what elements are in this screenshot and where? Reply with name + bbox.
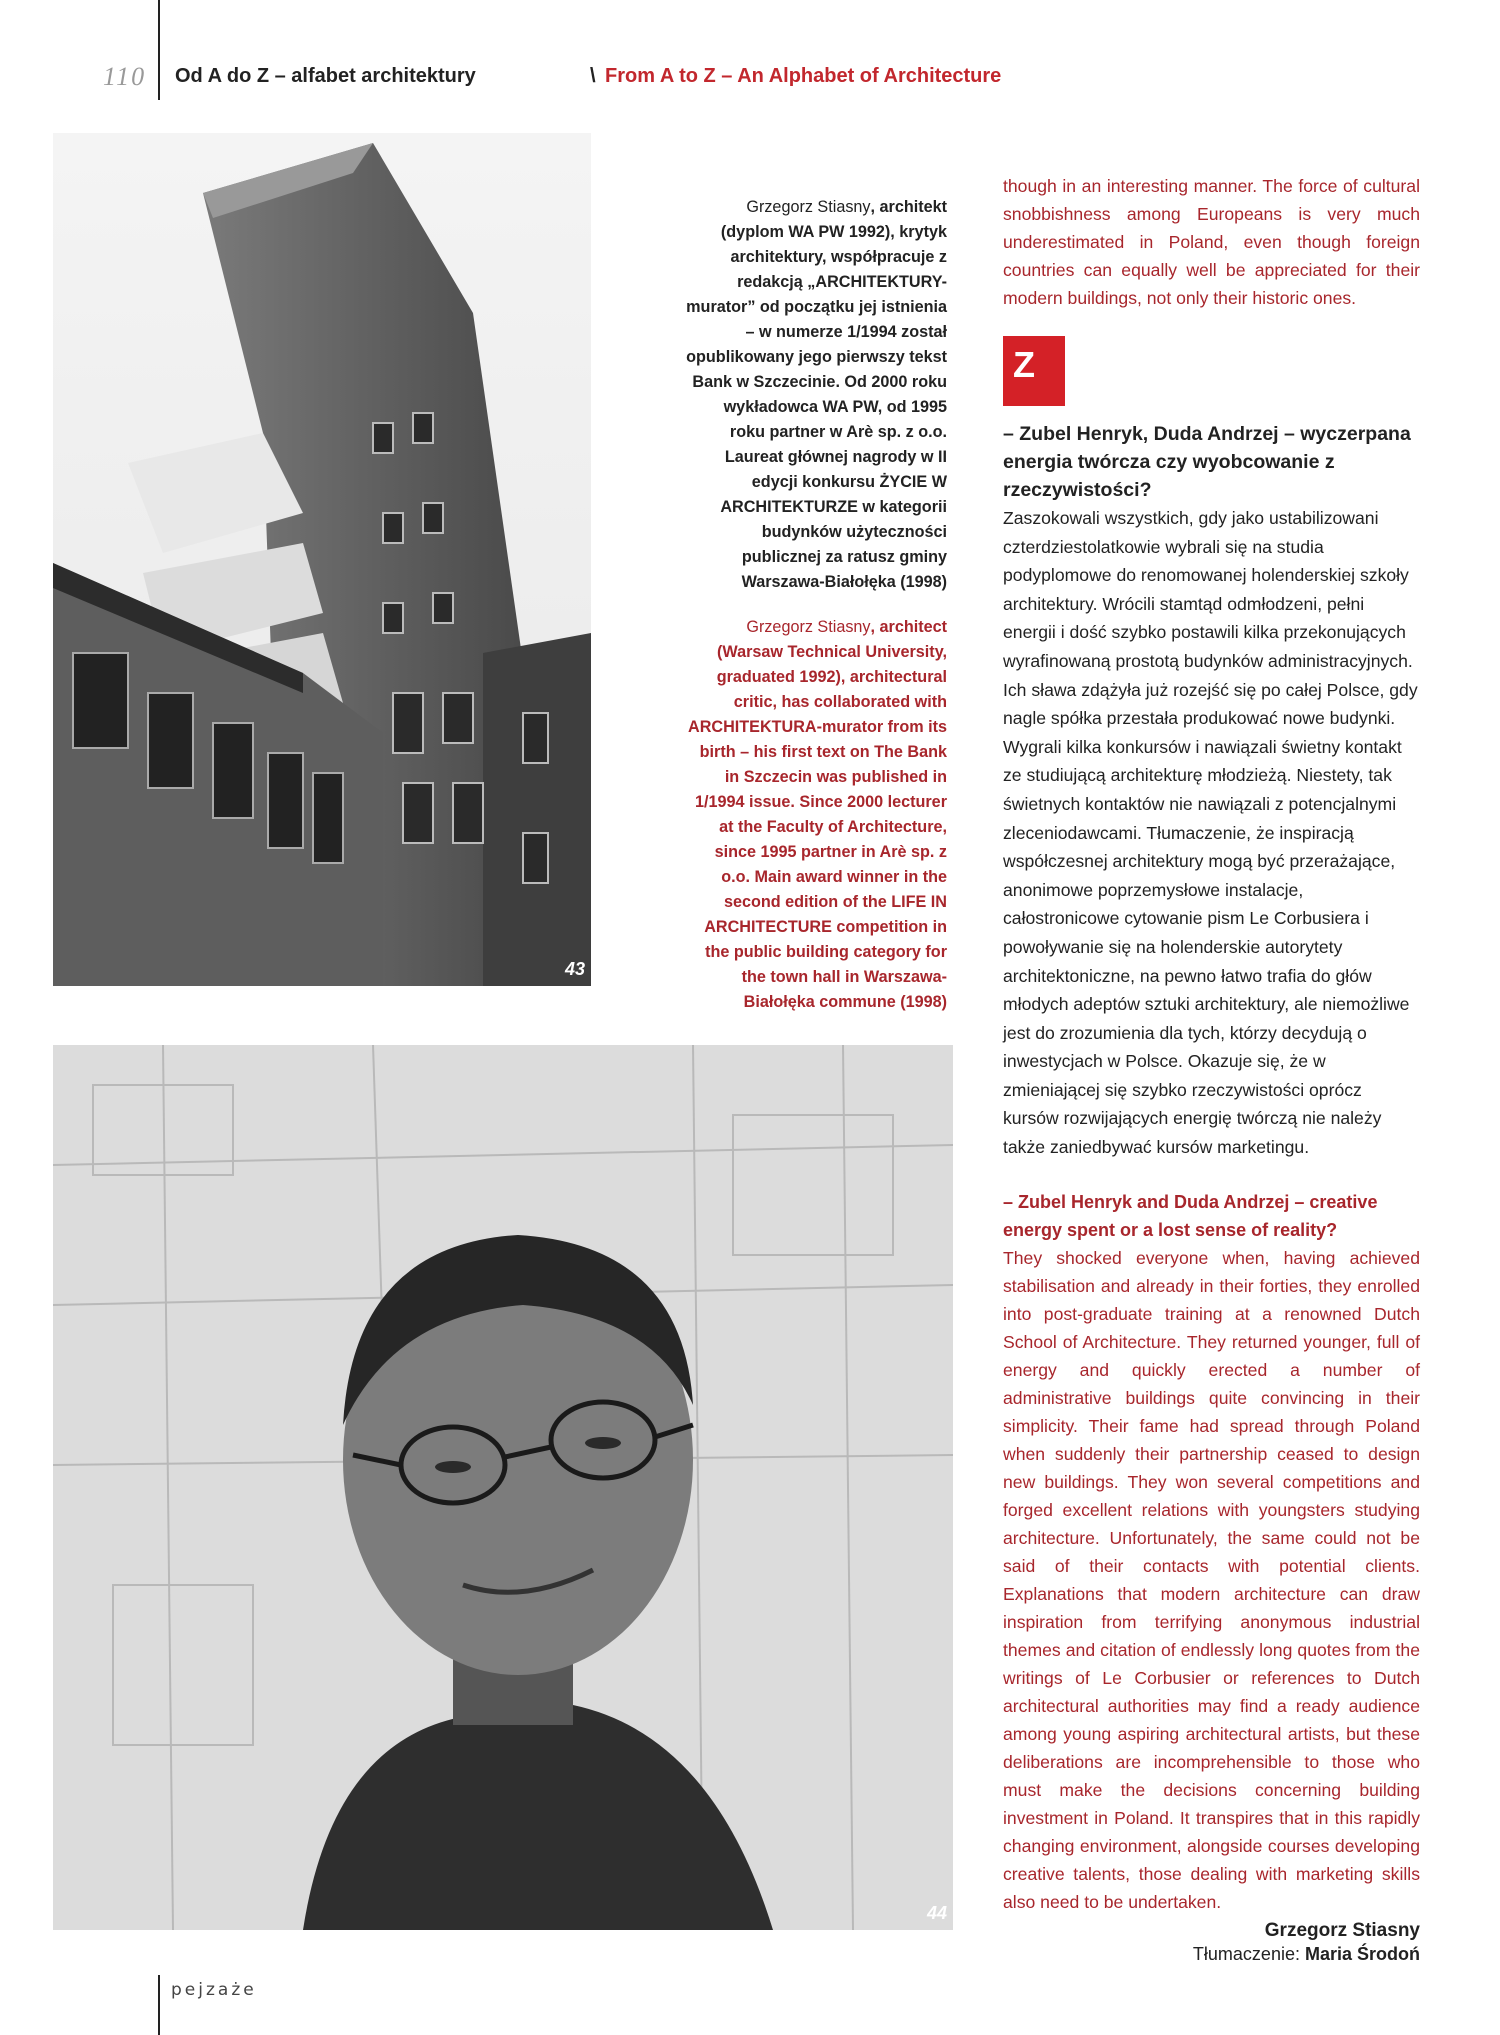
entry-heading-pl: – Zubel Henryk, Duda Andrzej – wyczerpana energia twórcza czy wyobcowanie z rzeczywistości? [1003, 423, 1411, 501]
building-photo [53, 133, 591, 986]
article-en-continuation: though in an interesting manner. The force of cultural snobbishness among Europeans is very much underestimated in Poland, even though foreign countries can equally well be appreciated for their modern buildings, not only their historic ones. [1003, 176, 1420, 308]
translator-label: Tłumaczenie: [1192, 1943, 1300, 1964]
section-title-separator: \ [590, 65, 596, 87]
translator-credit [1003, 1944, 1420, 1965]
section-title-pl: Od A do Z – alfabet architektury [175, 65, 476, 87]
author-name-en: Grzegorz Stiasny [746, 618, 871, 636]
author-bio-en [685, 615, 947, 1015]
top-rule [158, 0, 160, 100]
author-bio-pl [685, 195, 947, 595]
photo-number: 43 [564, 959, 585, 979]
portrait-illustration [53, 1045, 953, 1930]
entry-body-pl: Zaszokowali wszystkich, gdy jako ustabilizowani czterdziestolatkowie wybrali się na studia podyplomowe do renomowanej holenderskiej szkoły architektury. Wrócili stamtąd odmłodzeni, pełni energii i dość szybko postawili kilka przekonujących wyrafinowaną prostotą budynków administracyjnych. Ich sława zdążyła już rozejść się po całej Polsce, gdy nagle spółka przestała produkować nowe budynki. Wygrali kilka konkursów i nawiązali świetny kontakt ze studiującą architekturę młodzieżą. Niestety, tak świetnych kontaktów nie nawiązali z potencjalnymi zleceniodawcami. Tłumaczenie, że inspiracją współczesnej architektury mogą być przerażające, anonimowe poprzemysłowe instalacje, całostronicowe cytowanie pism Le Corbusiera i powoływanie się na holenderskie autorytety architektoniczne, na pewno łatwo trafia do głów młodych adeptów sztuki architektury, ale niemożliwe jest do zrozumienia dla tych, którzy decydują o inwestycjach w Polsce. Okazuje się, że w zmieniającej się szybko rzeczywistości oprócz kursów rozwijających energię twórczą nie należy także zaniedbywać kursów marketingu. [1003, 508, 1418, 1158]
bottom-rule [158, 1975, 160, 2035]
author-bio-pl-text: , architekt (dyplom WA PW 1992), krytyk architektury, współpracuje z redakcją „ARCHITEKTURY-murator” od początku jej istnienia – w numerze 1/1994 został opublikowany jego pierwszy tekst Bank w Szczecinie. Od 2000 roku wykładowca WA PW, od 1995 roku partner w Arè sp. z o.o. Laureat głównej nagrody w II edycji konkursu ŻYCIE W ARCHITEKTURZE w kategorii budynków użyteczności publicznej za ratusz gminy Warszawa-Białołęka (1998) [686, 198, 947, 591]
author-signature: Grzegorz Stiasny [1264, 1919, 1420, 1941]
author-bio-en-text: , architect (Warsaw Technical University, graduated 1992), architectural critic, has collaborated with ARCHITEKTURA-murator from its birth – his first text on The Bank in Szczecin was published in 1/1994 issue. Since 2000 lecturer at the Faculty of Architecture, since 1995 partner in Arè sp. z o.o. Main award winner in the second edition of the LIFE IN ARCHITECTURE competition in the public building category for the town hall in Warszawa-Białołęka commune (1998) [688, 618, 947, 1011]
building-illustration [53, 133, 591, 986]
entry-body-en: They shocked everyone when, having achieved stabilisation and already in their forties, they enrolled into post-graduate training at a renowned Dutch School of Architecture. They returned younger, full of energy and quickly erected a number of administrative buildings quite convincing in their simplicity. Their fame had spread through Poland when suddenly their partnership ceased to design new buildings. They won several competitions and forged excellent relations with youngsters studying architecture. Unfortunately, the same could not be said of their contacts with potential clients. Explanations that modern architecture can draw inspiration from terrifying anonymous industrial themes and citation of endlessly long quotes from the writings of Le Corbusier or references to Dutch architectural authorities may find a ready audience among young aspiring architectural artists, but these deliberations are incomprehensible to those who must make the decisions concerning building investment in Poland. It transpires that in this rapidly changing environment, alongside courses developing creative talents, those dealing with marketing skills also need to be undertaken. [1003, 1247, 1420, 1912]
section-letter: Z [1003, 336, 1065, 406]
magazine-name: pejzaże [171, 1980, 257, 2000]
portrait-photo [53, 1045, 953, 1930]
entry-heading-en: – Zubel Henryk and Duda Andrzej – creative energy spent or a lost sense of reality? [1003, 1191, 1378, 1240]
section-title-en: From A to Z – An Alphabet of Architecture [605, 65, 1002, 87]
article-column [1003, 172, 1420, 1965]
author-bio [685, 195, 947, 1015]
photo-number: 44 [926, 1903, 947, 1923]
translator-name: Maria Środoń [1304, 1943, 1420, 1964]
page-number: 110 [103, 62, 147, 91]
author-name: Grzegorz Stiasny [746, 198, 871, 216]
